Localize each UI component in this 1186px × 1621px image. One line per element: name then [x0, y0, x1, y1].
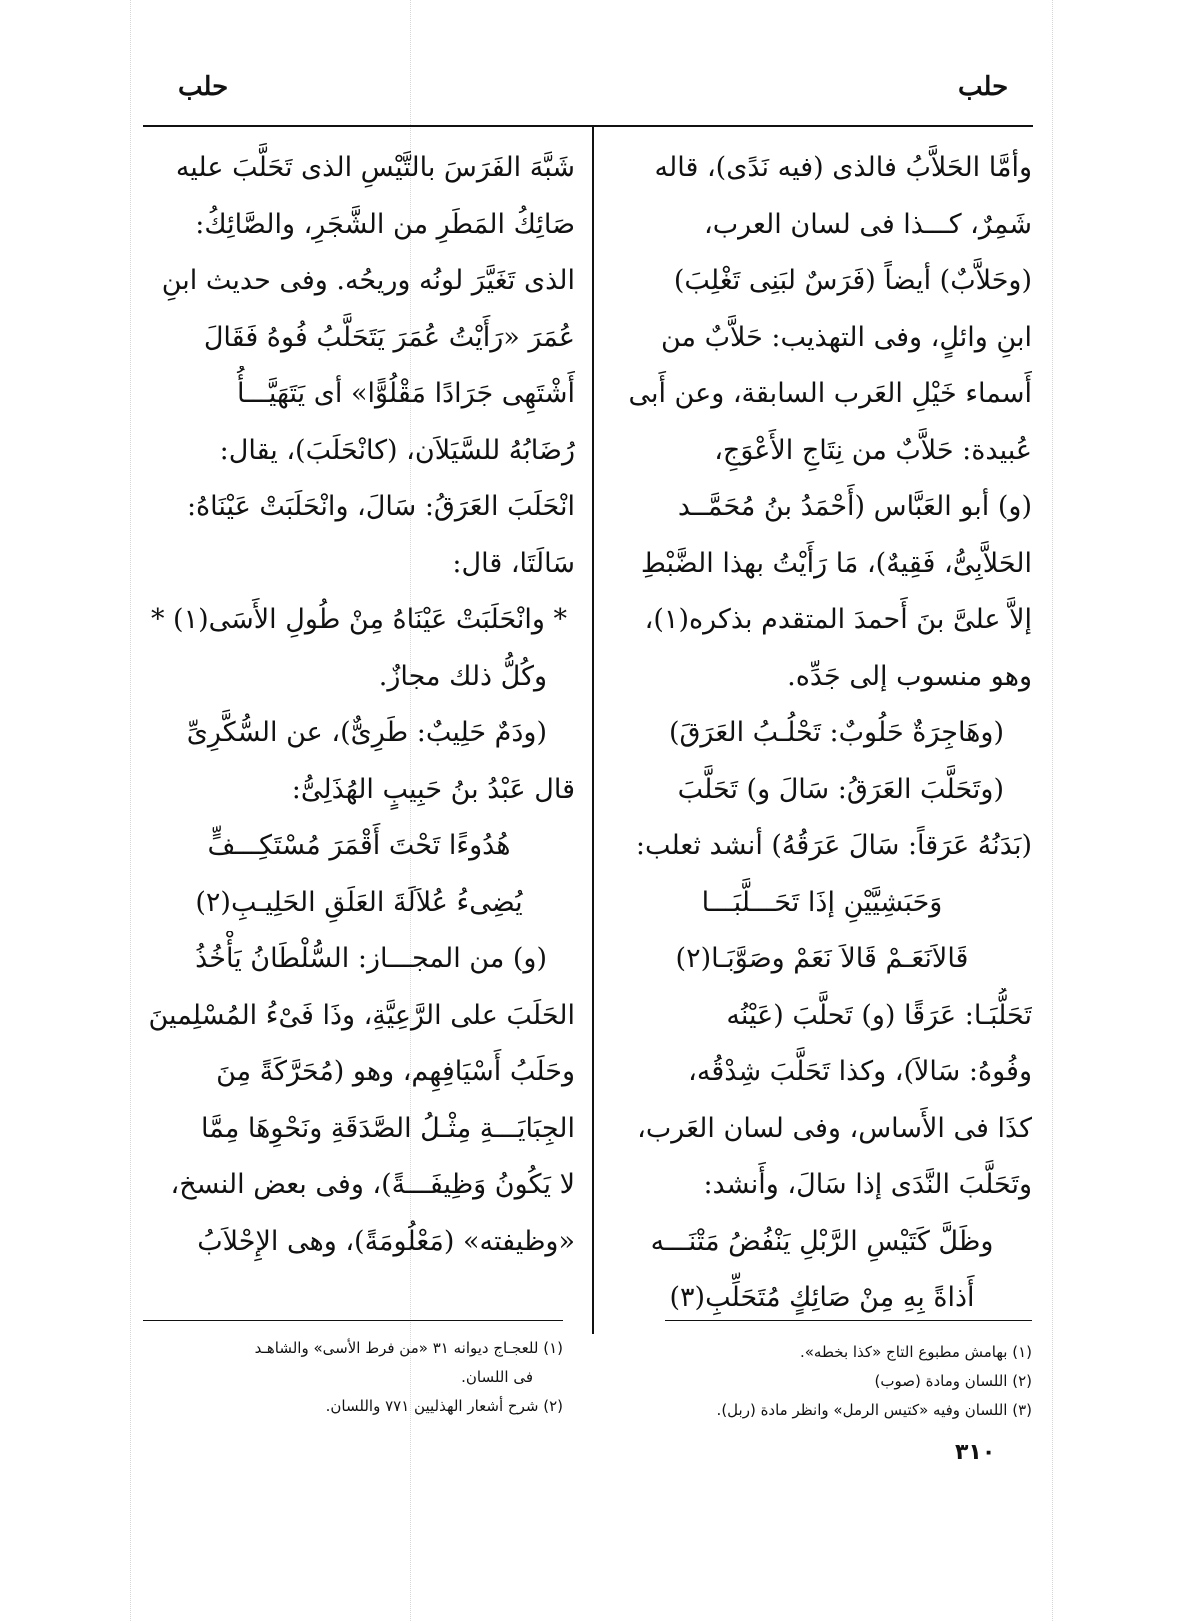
footnote: (٢) اللسان ومادة (صوب): [874, 1372, 1032, 1390]
header-rule: [143, 125, 1033, 127]
text-line: صَائِكُ المَطَرِ من الشَّجَرِ، والصَّائِكُ:: [195, 208, 575, 240]
footnote: (٣) اللسان وفيه «كتيس الرمل» وانظر مادة (ربل).: [716, 1401, 1032, 1419]
text-line: عُمَرَ «رَأَيْتُ عُمَرَ يَتَحَلَّبُ فُوهُ فَقَالَ: [203, 321, 575, 353]
footnote: (٢) شرح أشعار الهذليين ٧٧١ واللسان.: [325, 1397, 563, 1415]
text-line: ابنِ وائلٍ، وفى التهذيب: حَلاَّبٌ من: [661, 321, 1032, 353]
text-line: الحَلَبَ على الرَّعِيَّةِ، وذَا فَىْءُ المُسْلِمينَ: [148, 999, 575, 1031]
text-line: وتَحَلَّبَ النَّدَى إذا سَالَ، وأَنشد:: [703, 1169, 1032, 1200]
text-line: وفُوهُ: سَالاَ)، وكذا تَحَلَّبَ شِدْقُه،: [688, 1056, 1032, 1087]
footnotes-left: [143, 1334, 563, 1421]
text-line: انْحَلَبَ العَرَقُ: سَالَ، وانْحَلَبَتْ عَيْنَاهُ:: [186, 491, 575, 522]
text-line: (وحَلاَّبٌ) أيضاً (فَرَسٌ لبَنِى تَغْلِبَ): [673, 265, 1032, 296]
running-header-right: حلب: [958, 72, 1009, 102]
verse-line: يُضِىءُ عُلاَلَةَ العَلَقِ الحَلِيـبِ(٢): [195, 886, 523, 918]
running-header-left: حلب: [178, 72, 229, 102]
footnote: (١) للعجـاج ديوانه ٣١ «من فرط الأسى» والشاهـد: [254, 1339, 563, 1357]
text-line: وهو منسوب إلى جَدِّه.: [787, 660, 1032, 692]
text-line: شَبَّهَ الفَرَسَ بالتَّيْسِ الذى تَحَلَّبَ عليه: [175, 152, 575, 183]
footnote-rule-right: [665, 1320, 1032, 1321]
text-line: عُبيدة: حَلاَّبٌ من نِتَاجِ الأَعْوَجِ،: [714, 434, 1032, 466]
text-line: (بَدَنُهُ عَرَقاً: سَالَ عَرَقُهُ) أنشد ثعلب:: [635, 830, 1032, 861]
right-column: [612, 140, 1032, 1327]
text-line: كذَا فى الأَساس، وفى لسان العَرب،: [637, 1112, 1032, 1144]
text-line: الذى تَغَيَّرَ لونُه وريحُه. وفى حديث ابنِ: [161, 265, 575, 296]
verse-line: هُدُوءًا تَحْتَ أَقْمَرَ مُسْتَكِـــفٍّ: [207, 830, 511, 861]
text-line: الحَلاَّبِىُّ، فَقِيهٌ)، مَا رَأَيْتُ بهذا الضَّبْطِ: [640, 547, 1032, 579]
text-line: (و) أبو العَبَّاس (أَحْمَدُ بنُ مُحَمَّــد: [677, 491, 1032, 522]
text-line: قال عَبْدُ بنُ حَبِيبٍ الهُذَلِىُّ:: [291, 773, 575, 805]
text-line: سَالَتَا، قال:: [452, 547, 575, 579]
page-number: ٣١٠: [955, 1440, 996, 1465]
verse-line: أَذاةً بِهِ مِنْ صَائِكٍ مُتَحَلِّبِ(٣): [669, 1282, 975, 1313]
text-line: وكُلُّ ذلك مجازٌ.: [378, 660, 547, 692]
text-line: أَشْتَهِى جَرَادًا مَقْلُوًّا» أى يَتَهَيَّـــأُ: [236, 378, 575, 409]
text-line: تَحَلُّبَـا: عَرَقًا (و) تَحلَّبَ (عَيْنُه: [726, 999, 1032, 1031]
footnote-continuation: فى اللسان.: [461, 1368, 533, 1386]
text-line: شَمِرٌ، كـــذا فى لسان العرب،: [704, 208, 1032, 240]
text-line: لا يَكُونُ وَظِيفَـــةً)، وفى بعض النسخ،: [170, 1169, 575, 1200]
verse-line: وظَلَّ كَتَيْسِ الرَّبْلِ يَنْفُضُ مَتْنَـــه: [650, 1225, 994, 1257]
footnotes-right: [640, 1338, 1032, 1425]
text-line: وأمَّا الحَلاَّبُ فالذى (فيه نَدًى)، قاله: [654, 152, 1032, 183]
scan-guide-line: [130, 0, 131, 1621]
text-line: (ودَمٌ حَلِيبٌ: طَرِىٌّ)، عن السُّكَّرِىِّ: [186, 717, 547, 748]
text-line: (و) من المجـــاز: السُّلْطَانُ يَأْخُذُ: [195, 943, 547, 974]
footnote-rule-left: [143, 1320, 563, 1321]
verse-line: * وانْحَلَبَتْ عَيْنَاهُ مِنْ طُولِ الأَسَى(١) *: [150, 604, 568, 635]
left-column: [143, 140, 575, 1270]
text-line: إلاَّ علىَّ بنَ أَحمدَ المتقدم بذكره(١)،: [644, 604, 1032, 635]
text-line: «وظيفته» (مَعْلُومَةً)، وهى الإِحْلاَبُ: [197, 1225, 575, 1257]
verse-line: قَالاَنَعَـمْ قَالاَ نَعَمْ وصَوَّبَـا(٢): [675, 943, 969, 974]
text-line: الجِبَايَـــةِ مِثْـلُ الصَّدَقَةِ ونَحْوِهَا مِمَّا: [201, 1112, 575, 1144]
column-divider: [592, 127, 594, 1334]
text-line: رُضَابُهُ للسَّيَلاَن، (كانْحَلَبَ)، يقال:: [219, 434, 575, 466]
text-line: أَسماء خَيْلِ العَرب السابقة، وعن أَبى: [628, 378, 1032, 409]
text-line: (وهَاجِرَةٌ حَلُوبٌ: تَحْلُـبُ العَرَقَ): [668, 717, 1004, 748]
text-line: وحَلَبُ أَسْيَافِهِم، وهو (مُحَرَّكَةً مِنَ: [216, 1056, 575, 1087]
scan-guide-line: [1052, 0, 1053, 1621]
text-line: (وتَحَلَّبَ العَرَقُ: سَالَ و) تَحَلَّبَ: [677, 773, 1004, 805]
verse-line: وَحَبَشِيَّيْنِ إذَا تَحَـــلَّبَـــا: [701, 886, 943, 918]
footnote: (١) بهامش مطبوع التاج «كذا بخطه».: [799, 1343, 1032, 1361]
